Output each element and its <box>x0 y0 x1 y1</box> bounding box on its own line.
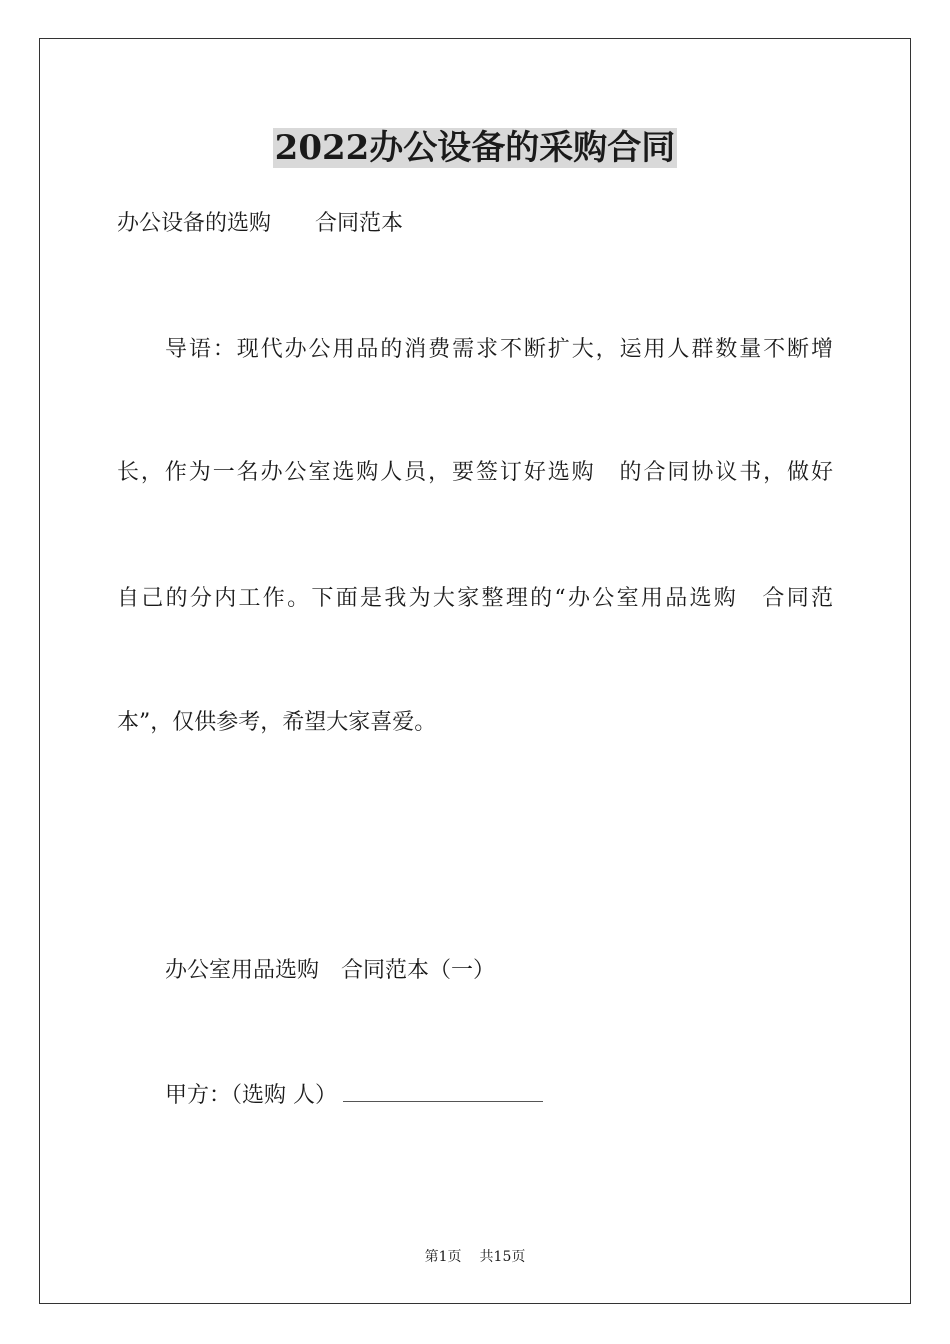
intro-line-4: 本”，仅供参考，希望大家喜爱。 <box>117 710 437 735</box>
document-title-text: 2022办公设备的采购合同 <box>274 128 676 168</box>
document-subtitle: 办公设备的选购 合同范本 <box>117 211 404 236</box>
party-a-label: 甲方：（选购 人） <box>165 1083 337 1108</box>
section-heading: 办公室用品选购 合同范本（一） <box>165 958 496 983</box>
intro-line-3: 自己的分内工作。下面是我为大家整理的“办公室用品选购 合同范 <box>117 586 833 611</box>
party-a-blank-field[interactable] <box>343 1081 543 1102</box>
page-total: 共15页 <box>479 1249 526 1265</box>
page-footer <box>0 1247 950 1267</box>
document-title <box>0 126 950 170</box>
intro-line-1: 导语：现代办公用品的消费需求不断扩大，运用人群数量不断增 <box>165 337 833 362</box>
party-a-line <box>165 1081 833 1111</box>
page-number: 第1页 <box>424 1249 462 1265</box>
intro-line-2: 长，作为一名办公室选购人员，要签订好选购 的合同协议书，做好 <box>117 460 833 485</box>
